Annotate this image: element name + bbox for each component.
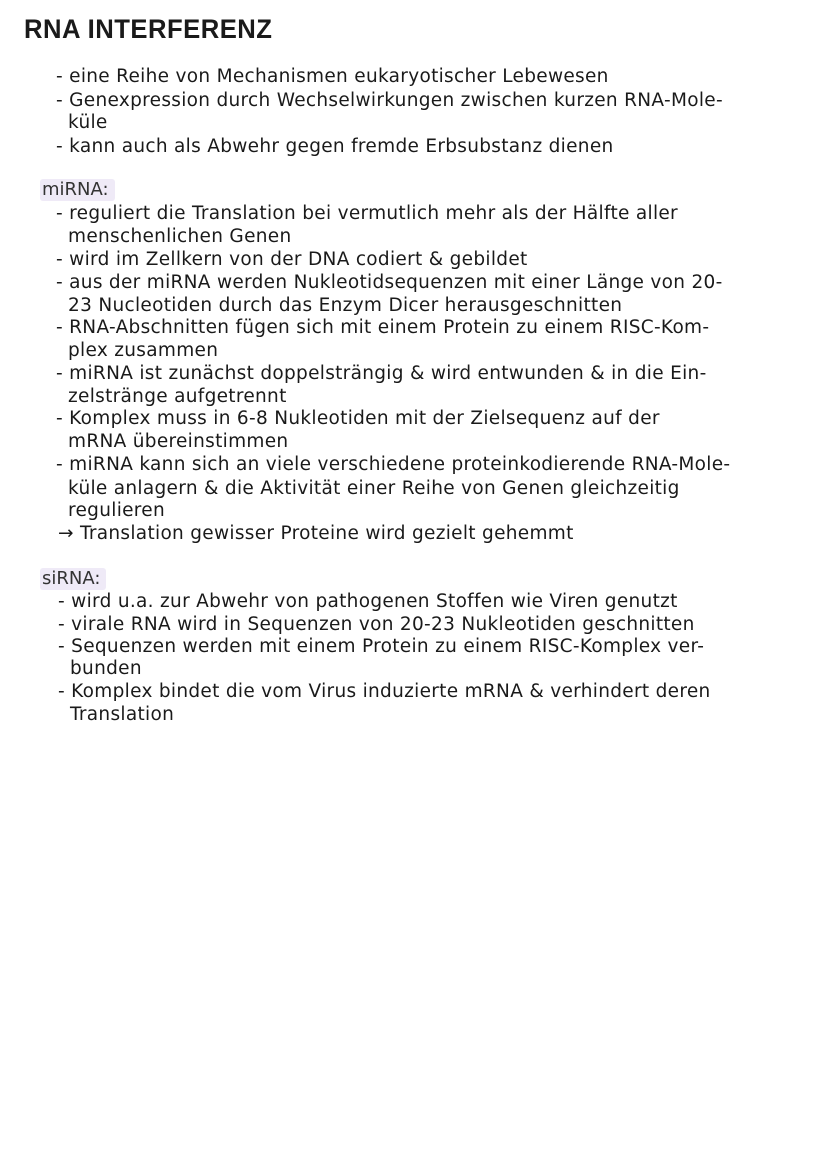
mirna-line: menschenlichen Genen [68,226,292,247]
mirna-line: - RNA-Abschnitten fügen sich mit einem Protein zu einem RISC-Kom- [56,317,710,338]
mirna-line: regulieren [68,500,166,521]
mirna-line: - Komplex muss in 6-8 Nukleotiden mit der Zielsequenz auf der [56,408,660,429]
sirna-line: bunden [70,658,142,679]
mirna-line: - aus der miRNA werden Nukleotidsequenzen mit einer Länge von 20- [56,272,723,293]
intro-line: - eine Reihe von Mechanismen eukaryotischer Lebewesen [56,66,609,87]
mirna-line: 23 Nucleotiden durch das Enzym Dicer herausgeschnitten [68,295,623,316]
intro-line: - Genexpression durch Wechselwirkungen zwischen kurzen RNA-Mole- [56,90,723,111]
sirna-line: - Komplex bindet die vom Virus induzierte mRNA & verhindert deren [58,681,711,702]
mirna-line: mRNA übereinstimmen [68,431,289,452]
sirna-line: - virale RNA wird in Sequenzen von 20-23 Nukleotiden geschnitten [58,614,695,635]
sirna-line: - Sequenzen werden mit einem Protein zu einem RISC-Komplex ver- [58,636,705,657]
sirna-line: - wird u.a. zur Abwehr von pathogenen Stoffen wie Viren genutzt [58,591,678,612]
sirna-line: Translation [70,704,175,725]
mirna-line: - wird im Zellkern von der DNA codiert & gebildet [56,249,528,270]
mirna-line: zelstränge aufgetrennt [68,386,287,407]
mirna-line: plex zusammen [68,340,219,361]
mirna-line: - reguliert die Translation bei vermutlich mehr als der Hälfte aller [56,203,678,224]
mirna-conclusion: → Translation gewisser Proteine wird gezielt gehemmt [58,523,574,544]
mirna-heading: miRNA: [40,179,115,201]
mirna-line: küle anlagern & die Aktivität einer Reihe von Genen gleichzeitig [68,478,680,499]
mirna-line: - miRNA ist zunächst doppelsträngig & wird entwunden & in die Ein- [56,363,707,384]
intro-line: - kann auch als Abwehr gegen fremde Erbsubstanz dienen [56,136,614,157]
intro-line: küle [68,112,108,133]
sirna-heading: siRNA: [40,568,106,590]
mirna-line: - miRNA kann sich an viele verschiedene proteinkodierende RNA-Mole- [56,454,731,475]
page-title: RNA INTERFERENZ [24,14,273,44]
